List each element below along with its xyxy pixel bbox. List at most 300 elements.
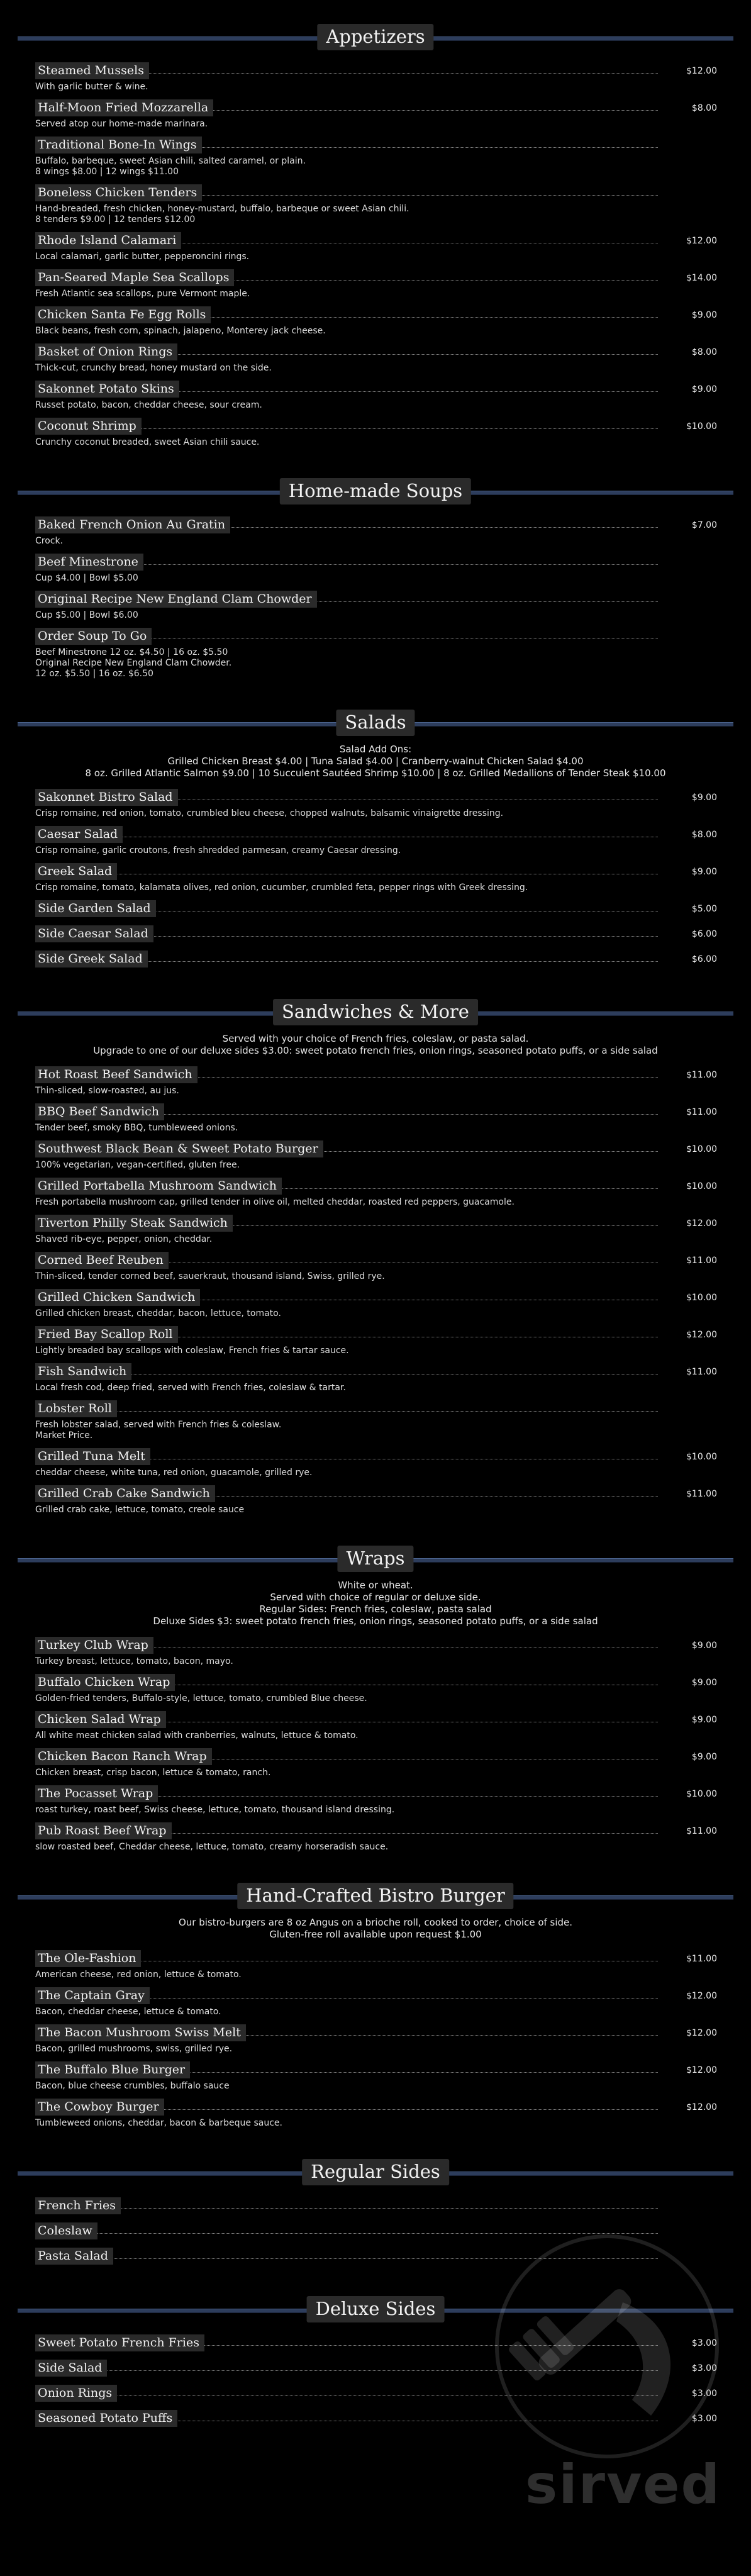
menu-item-price: $9.00 xyxy=(691,867,717,877)
dotted-leader xyxy=(35,2395,658,2396)
menu-item-price: $12.00 xyxy=(686,2102,717,2112)
section-header xyxy=(0,994,751,1030)
menu-item-name: Rhode Island Calamari xyxy=(35,232,181,249)
menu-item-name: Hot Roast Beef Sandwich xyxy=(35,1066,197,1083)
menu-item-name: Turkey Club Wrap xyxy=(35,1637,153,1654)
description-line: Original Recipe New England Clam Chowder. xyxy=(35,658,232,668)
menu-item-name: Pasta Salad xyxy=(35,2248,113,2265)
menu-item-row xyxy=(18,1325,733,1344)
menu-item-price: $6.00 xyxy=(691,929,717,939)
menu-item-row xyxy=(18,900,733,918)
menu-item xyxy=(0,136,751,177)
section-note-line: 8 oz. Grilled Atlantic Salmon $9.00 | 10 Succulent Sautéed Shrimp $10.00 | 8 oz. Grilled Medallions of Tender Steak $10.00 xyxy=(85,767,666,779)
menu-item-name: Sakonnet Bistro Salad xyxy=(35,789,178,806)
menu-item-price: $3.00 xyxy=(691,2414,717,2424)
menu-item-row xyxy=(18,1363,733,1381)
menu-item-description xyxy=(35,326,733,337)
description-line: Fresh lobster salad, served with French fries & coleslaw. xyxy=(35,1420,282,1430)
menu-item xyxy=(0,2024,751,2055)
menu-item-description xyxy=(35,1383,733,1393)
menu-item-name: The Captain Gray xyxy=(35,1987,150,2004)
menu-item xyxy=(0,1288,751,1319)
menu-item-row xyxy=(18,2359,733,2378)
section-header xyxy=(0,1541,751,1577)
menu-item-price: $11.00 xyxy=(686,1954,717,1964)
description-line: Cup $5.00 | Bowl $6.00 xyxy=(35,610,138,620)
section-header xyxy=(0,1878,751,1914)
menu-item-price: $12.00 xyxy=(686,2028,717,2038)
menu-item-description xyxy=(35,1086,733,1096)
menu-item-price: $3.00 xyxy=(691,2389,717,2399)
menu-item-row xyxy=(18,2384,733,2403)
dotted-leader xyxy=(35,2233,658,2234)
menu-item xyxy=(0,231,751,262)
menu-item xyxy=(0,1103,751,1134)
menu-item-row xyxy=(18,2024,733,2043)
menu-item xyxy=(0,62,751,92)
menu-item-row xyxy=(18,99,733,118)
description-line: roast turkey, roast beef, Swiss cheese, lettuce, tomato, thousand island dressing. xyxy=(35,1805,395,1815)
menu-item xyxy=(0,862,751,893)
section-note-line: Served with your choice of French fries, coleslaw, or pasta salad. xyxy=(222,1033,529,1044)
description-line: Grilled chicken breast, cheddar, bacon, lettuce, tomato. xyxy=(35,1308,281,1319)
section-notes xyxy=(0,744,751,779)
menu-item-name: Grilled Crab Cake Sandwich xyxy=(35,1485,215,1502)
menu-item-row xyxy=(18,1288,733,1307)
description-line: cheddar cheese, white tuna, red onion, guacamole, grilled rye. xyxy=(35,1468,313,1478)
section-title: Deluxe Sides xyxy=(307,2296,445,2322)
menu-item xyxy=(0,1400,751,1441)
menu-item xyxy=(0,343,751,374)
menu-item xyxy=(0,1636,751,1667)
description-line: Cup $4.00 | Bowl $5.00 xyxy=(35,573,138,583)
description-line: Russet potato, bacon, cheddar cheese, sour cream. xyxy=(35,400,262,410)
menu-item-row xyxy=(18,1822,733,1841)
menu-item xyxy=(0,1673,751,1704)
menu-item-description xyxy=(35,1234,733,1245)
description-line: Black beans, fresh corn, spinach, jalapeno, Monterey jack cheese. xyxy=(35,326,326,336)
section-header xyxy=(0,2154,751,2190)
menu-item-price: $12.00 xyxy=(686,1330,717,1340)
section-note-line: Salad Add Ons: xyxy=(339,744,412,755)
menu-item-row xyxy=(18,516,733,535)
menu-item xyxy=(0,2359,751,2378)
menu-item-price: $12.00 xyxy=(686,2065,717,2075)
menu-item-name: Coconut Shrimp xyxy=(35,418,142,435)
section-note-line: Upgrade to one of our deluxe sides $3.00: sweet potato french fries, onion rings, seasoned potato puffs, or a side salad xyxy=(93,1045,658,1056)
menu-item-row xyxy=(18,1949,733,1968)
menu-item xyxy=(0,2334,751,2353)
menu-item xyxy=(0,380,751,411)
menu-item-name: The Bacon Mushroom Swiss Melt xyxy=(35,2024,246,2041)
dotted-leader xyxy=(35,2258,658,2259)
description-line: Crunchy coconut breaded, sweet Asian chili sauce. xyxy=(35,437,260,447)
description-line: 12 oz. $5.50 | 16 oz. $6.50 xyxy=(35,669,153,679)
description-line: slow roasted beef, Cheddar cheese, lettuce, tomato, creamy horseradish sauce. xyxy=(35,1842,389,1852)
menu-item-name: Caesar Salad xyxy=(35,826,123,843)
menu-item xyxy=(0,627,751,679)
menu-item-price: $11.00 xyxy=(686,1367,717,1377)
menu-item xyxy=(0,1987,751,2017)
menu-item xyxy=(0,1949,751,1980)
menu-item xyxy=(0,1447,751,1478)
menu-item-description xyxy=(35,2081,733,2092)
menu-item-row xyxy=(18,62,733,81)
menu-item-row xyxy=(18,825,733,844)
menu-item-price: $14.00 xyxy=(686,273,717,283)
section-header xyxy=(0,705,751,741)
menu-item-name: Fried Bay Scallop Roll xyxy=(35,1326,178,1343)
menu-item-name: Side Caesar Salad xyxy=(35,925,153,942)
menu-item-name: Side Greek Salad xyxy=(35,951,148,967)
menu-item-description xyxy=(35,1805,733,1815)
menu-item-row xyxy=(18,590,733,609)
menu-item-price: $9.00 xyxy=(691,1752,717,1762)
menu-item-price: $9.00 xyxy=(691,1715,717,1725)
section-header xyxy=(0,19,751,55)
menu-item-description xyxy=(35,883,733,893)
description-line: Turkey breast, lettuce, tomato, bacon, mayo. xyxy=(35,1656,233,1666)
menu-item-description xyxy=(35,363,733,374)
section-notes xyxy=(0,1917,751,1941)
menu-item-description xyxy=(35,1505,733,1515)
menu-item-description xyxy=(35,2007,733,2017)
menu-item xyxy=(0,1214,751,1245)
menu-item-row xyxy=(18,1103,733,1122)
description-line: Crisp romaine, tomato, kalamata olives, red onion, cucumber, crumbled feta, pepper rings with Greek dressing. xyxy=(35,883,528,893)
menu-item-row xyxy=(18,2197,733,2216)
menu-item-name: Chicken Salad Wrap xyxy=(35,1711,166,1728)
menu-item-price: $11.00 xyxy=(686,1070,717,1080)
menu-item-description xyxy=(35,400,733,411)
menu-item-description xyxy=(35,1656,733,1667)
menu-item-name: Grilled Tuna Melt xyxy=(35,1448,150,1465)
menu-item-price: $8.00 xyxy=(691,347,717,357)
menu-item-price: $12.00 xyxy=(686,236,717,246)
menu-item xyxy=(0,553,751,584)
menu-item xyxy=(0,1785,751,1815)
menu-item-name: Baked French Onion Au Gratin xyxy=(35,516,230,533)
menu-item-description xyxy=(35,573,733,584)
menu-section xyxy=(0,1541,751,1853)
section-header xyxy=(0,2291,751,2328)
menu-item xyxy=(0,2197,751,2216)
menu-item-description xyxy=(35,536,733,547)
section-note-line: White or wheat. xyxy=(338,1580,413,1591)
menu-item-description xyxy=(35,252,733,262)
section-header xyxy=(0,473,751,510)
description-line: American cheese, red onion, lettuce & tomato. xyxy=(35,1970,242,1980)
menu-item-row xyxy=(18,2247,733,2266)
menu-item-name: Grilled Chicken Sandwich xyxy=(35,1289,200,1306)
menu-item-price: $9.00 xyxy=(691,384,717,394)
menu-item-row xyxy=(18,1177,733,1196)
menu-item-description xyxy=(35,1123,733,1134)
menu-item-price: $12.00 xyxy=(686,66,717,76)
section-notes xyxy=(0,1580,751,1627)
menu-item-description xyxy=(35,289,733,299)
menu-item-description xyxy=(35,1693,733,1704)
description-line: Fresh portabella mushroom cap, grilled tender in olive oil, melted cheddar, roasted red peppers, guacamole. xyxy=(35,1197,515,1207)
menu-item-row xyxy=(18,231,733,250)
menu-item-name: Tiverton Philly Steak Sandwich xyxy=(35,1215,233,1232)
menu-item-description xyxy=(35,119,733,130)
menu-item-row xyxy=(18,862,733,881)
description-line: Bacon, cheddar cheese, lettuce & tomato. xyxy=(35,2007,221,2017)
description-line: Crisp romaine, garlic croutons, fresh shredded parmesan, creamy Caesar dressing. xyxy=(35,845,401,856)
menu-item-row xyxy=(18,343,733,362)
menu-item-name: Half-Moon Fried Mozzarella xyxy=(35,99,213,116)
menu-item xyxy=(0,1177,751,1208)
menu-item-name: BBQ Beef Sandwich xyxy=(35,1103,164,1120)
menu-item xyxy=(0,2384,751,2403)
menu-section xyxy=(0,2291,751,2428)
menu-item xyxy=(0,269,751,299)
menu-item-price: $10.00 xyxy=(686,1181,717,1191)
menu-item-row xyxy=(18,1214,733,1233)
description-line: Shaved rib-eye, pepper, onion, cheddar. xyxy=(35,1234,213,1244)
menu-item-name: Basket of Onion Rings xyxy=(35,343,177,360)
menu-item-name: Pub Roast Beef Wrap xyxy=(35,1822,172,1839)
menu-item-row xyxy=(18,1636,733,1655)
description-line: Crisp romaine, red onion, tomato, crumbled bleu cheese, chopped walnuts, balsamic vinaigrette dressing. xyxy=(35,808,504,818)
menu-item-row xyxy=(18,1673,733,1692)
menu-item-row xyxy=(18,1485,733,1503)
menu-item-price: $11.00 xyxy=(686,1107,717,1117)
section-title: Home-made Soups xyxy=(280,478,471,505)
menu-item-price: $9.00 xyxy=(691,1641,717,1651)
section-title: Regular Sides xyxy=(302,2159,449,2185)
menu-item-price: $9.00 xyxy=(691,310,717,320)
menu-item-name: Side Garden Salad xyxy=(35,900,156,917)
menu-item-row xyxy=(18,553,733,572)
menu-item-price: $12.00 xyxy=(686,1991,717,2001)
menu-item-description xyxy=(35,82,733,92)
menu-item-row xyxy=(18,306,733,325)
menu-item xyxy=(0,2409,751,2428)
menu-item-description xyxy=(35,1731,733,1741)
menu-item-row xyxy=(18,627,733,646)
menu-item-name: Traditional Bone-In Wings xyxy=(35,137,202,153)
menu-item xyxy=(0,950,751,969)
menu-item xyxy=(0,1710,751,1741)
menu-item xyxy=(0,417,751,448)
menu-item-name: Sweet Potato French Fries xyxy=(35,2334,204,2351)
menu-item-row xyxy=(18,1066,733,1084)
menu-item-name: Coleslaw xyxy=(35,2222,97,2239)
menu-item xyxy=(0,925,751,944)
menu-item-row xyxy=(18,925,733,944)
menu-item-name: Lobster Roll xyxy=(35,1400,117,1417)
menu-item-price: $8.00 xyxy=(691,103,717,113)
menu-item-name: Chicken Bacon Ranch Wrap xyxy=(35,1748,212,1765)
menu-item-description xyxy=(35,156,733,177)
description-line: Chicken breast, crisp bacon, lettuce & tomato, ranch. xyxy=(35,1768,271,1778)
section-notes xyxy=(0,1033,751,1057)
menu-item-price: $11.00 xyxy=(686,1256,717,1266)
description-line: Thin-sliced, slow-roasted, au jus. xyxy=(35,1086,179,1096)
description-line: Bacon, blue cheese crumbles, buffalo sauce xyxy=(35,2081,230,2091)
menu-item xyxy=(0,1485,751,1515)
menu-item xyxy=(0,1066,751,1096)
menu-item-row xyxy=(18,2409,733,2428)
section-title: Wraps xyxy=(337,1546,413,1572)
menu-item-row xyxy=(18,2098,733,2117)
menu-item-row xyxy=(18,1710,733,1729)
description-line: 100% vegetarian, vegan-certified, gluten free. xyxy=(35,1160,240,1170)
menu-item-price: $10.00 xyxy=(686,1293,717,1303)
menu-item-price: $10.00 xyxy=(686,1452,717,1462)
menu-item-price: $9.00 xyxy=(691,793,717,803)
menu-item-name: Onion Rings xyxy=(35,2385,117,2402)
menu-section xyxy=(0,2154,751,2266)
section-note-line: Regular Sides: French fries, coleslaw, pasta salad xyxy=(259,1603,492,1615)
description-line: Bacon, grilled mushrooms, swiss, grilled rye. xyxy=(35,2044,233,2054)
section-title: Hand-Crafted Bistro Burger xyxy=(237,1883,513,1909)
menu-item-description xyxy=(35,647,733,679)
menu-item xyxy=(0,1325,751,1356)
menu-item-row xyxy=(18,788,733,807)
menu-item-name: Order Soup To Go xyxy=(35,628,152,645)
section-note-line: Deluxe Sides $3: sweet potato french fries, onion rings, seasoned potato puffs, or a side salad xyxy=(153,1615,598,1627)
description-line: Buffalo, barbeque, sweet Asian chili, salted caramel, or plain. xyxy=(35,156,306,166)
menu-item xyxy=(0,2098,751,2129)
watermark-text: sirved xyxy=(525,2453,721,2516)
menu-item-name: Buffalo Chicken Wrap xyxy=(35,1674,175,1691)
section-note-line: Gluten-free roll available upon request $1.00 xyxy=(269,1929,482,1940)
menu-item-description xyxy=(35,1197,733,1208)
menu-item-description xyxy=(35,2118,733,2129)
menu-item-description xyxy=(35,1768,733,1778)
menu-item-name: Beef Minestrone xyxy=(35,554,143,571)
menu-item-description xyxy=(35,1420,733,1441)
menu-item-description xyxy=(35,2044,733,2055)
menu-item-name: Grilled Portabella Mushroom Sandwich xyxy=(35,1178,282,1195)
section-title: Salads xyxy=(336,710,414,736)
menu-item-price: $8.00 xyxy=(691,830,717,840)
description-line: Hand-breaded, fresh chicken, honey-mustard, buffalo, barbeque or sweet Asian chili. xyxy=(35,204,409,214)
menu-item-row xyxy=(18,2222,733,2241)
menu-item-row xyxy=(18,184,733,203)
menu-item-name: The Buffalo Blue Burger xyxy=(35,2061,190,2078)
menu-item-description xyxy=(35,1346,733,1356)
section-note-line: Served with choice of regular or deluxe side. xyxy=(270,1592,481,1603)
menu-item-description xyxy=(35,808,733,819)
menu-item-name: Seasoned Potato Puffs xyxy=(35,2410,177,2427)
menu-item-description xyxy=(35,1160,733,1171)
menu-item xyxy=(0,1140,751,1171)
menu-item-name: The Cowboy Burger xyxy=(35,2099,164,2116)
menu-item xyxy=(0,825,751,856)
menu-item-description xyxy=(35,1842,733,1853)
menu-item xyxy=(0,590,751,621)
description-line: All white meat chicken salad with cranberries, walnuts, lettuce & tomato. xyxy=(35,1731,359,1741)
menu-item-row xyxy=(18,1987,733,2005)
menu-item-row xyxy=(18,1748,733,1766)
menu-section xyxy=(0,19,751,448)
menu-item-price: $6.00 xyxy=(691,954,717,964)
description-line: Lightly breaded bay scallops with coleslaw, French fries & tartar sauce. xyxy=(35,1346,349,1356)
menu-item xyxy=(0,516,751,547)
menu-item-row xyxy=(18,269,733,287)
menu-item-name: Original Recipe New England Clam Chowder xyxy=(35,591,317,608)
description-line: Market Price. xyxy=(35,1430,93,1441)
description-line: Tender beef, smoky BBQ, tumbleweed onions. xyxy=(35,1123,238,1133)
description-line: Served atop our home-made marinara. xyxy=(35,119,208,129)
section-title: Appetizers xyxy=(317,24,433,50)
menu-item-description xyxy=(35,1970,733,1980)
menu-item xyxy=(0,2222,751,2241)
menu-item-price: $12.00 xyxy=(686,1218,717,1229)
menu-item-price: $9.00 xyxy=(691,1678,717,1688)
menu-item xyxy=(0,2247,751,2266)
menu-item xyxy=(0,2061,751,2092)
menu-item-row xyxy=(18,2334,733,2353)
description-line: Grilled crab cake, lettuce, tomato, creole sauce xyxy=(35,1505,245,1515)
description-line: Crock. xyxy=(35,536,64,546)
menu-item-name: The Pocasset Wrap xyxy=(35,1785,158,1802)
menu-section xyxy=(0,705,751,969)
description-line: Local fresh cod, deep fried, served with French fries, coleslaw & tartar. xyxy=(35,1383,346,1393)
menu-item-name: Boneless Chicken Tenders xyxy=(35,184,202,201)
menu-item xyxy=(0,1363,751,1393)
menu-section xyxy=(0,473,751,679)
menu-item-price: $11.00 xyxy=(686,1826,717,1836)
menu-item-name: Pan-Seared Maple Sea Scallops xyxy=(35,269,234,286)
menu-item-row xyxy=(18,1400,733,1419)
menu-item-price: $7.00 xyxy=(691,520,717,530)
description-line: Golden-fried tenders, Buffalo-style, lettuce, tomato, crumbled Blue cheese. xyxy=(35,1693,367,1703)
menu-item-name: Side Salad xyxy=(35,2360,107,2377)
menu-item-row xyxy=(18,380,733,399)
menu-item xyxy=(0,1822,751,1853)
menu-item-name: Steamed Mussels xyxy=(35,62,149,79)
menu-item xyxy=(0,1251,751,1282)
menu-item xyxy=(0,184,751,225)
menu-item xyxy=(0,788,751,819)
dotted-leader xyxy=(35,1411,658,1412)
menu-item-description xyxy=(35,1271,733,1282)
menu-item-description xyxy=(35,1468,733,1478)
menu-item-row xyxy=(18,417,733,436)
description-line: Fresh Atlantic sea scallops, pure Vermont maple. xyxy=(35,289,250,299)
menu-item-name: Southwest Black Bean & Sweet Potato Burger xyxy=(35,1140,323,1157)
dotted-leader xyxy=(35,2370,658,2371)
menu-item-name: The Ole-Fashion xyxy=(35,1950,141,1967)
menu-section xyxy=(0,994,751,1515)
description-line: With garlic butter & wine. xyxy=(35,82,148,92)
section-note-line: Grilled Chicken Breast $4.00 | Tuna Salad $4.00 | Cranberry-walnut Chicken Salad $4.00 xyxy=(167,756,584,767)
menu-item-name: Greek Salad xyxy=(35,863,117,880)
menu-item-row xyxy=(18,950,733,969)
menu-item xyxy=(0,99,751,130)
menu-item-name: French Fries xyxy=(35,2197,121,2214)
section-note-line: Our bistro-burgers are 8 oz Angus on a brioche roll, cooked to order, choice of side. xyxy=(178,1917,573,1928)
menu-item-name: Corned Beef Reuben xyxy=(35,1252,169,1269)
menu-item-row xyxy=(18,1140,733,1159)
description-line: Local calamari, garlic butter, pepperoncini rings. xyxy=(35,252,250,262)
menu-item xyxy=(0,306,751,337)
dotted-leader xyxy=(35,2208,658,2209)
menu-item-price: $5.00 xyxy=(691,904,717,914)
menu-item-row xyxy=(18,1785,733,1804)
description-line: Tumbleweed onions, cheddar, bacon & barbeque sauce. xyxy=(35,2118,282,2128)
menu-item-price: $3.00 xyxy=(691,2338,717,2348)
menu-item-price: $10.00 xyxy=(686,1789,717,1799)
description-line: Thin-sliced, tender corned beef, sauerkraut, thousand island, Swiss, grilled rye. xyxy=(35,1271,385,1281)
menu-item-price: $10.00 xyxy=(686,1144,717,1154)
menu-item-description xyxy=(35,1308,733,1319)
